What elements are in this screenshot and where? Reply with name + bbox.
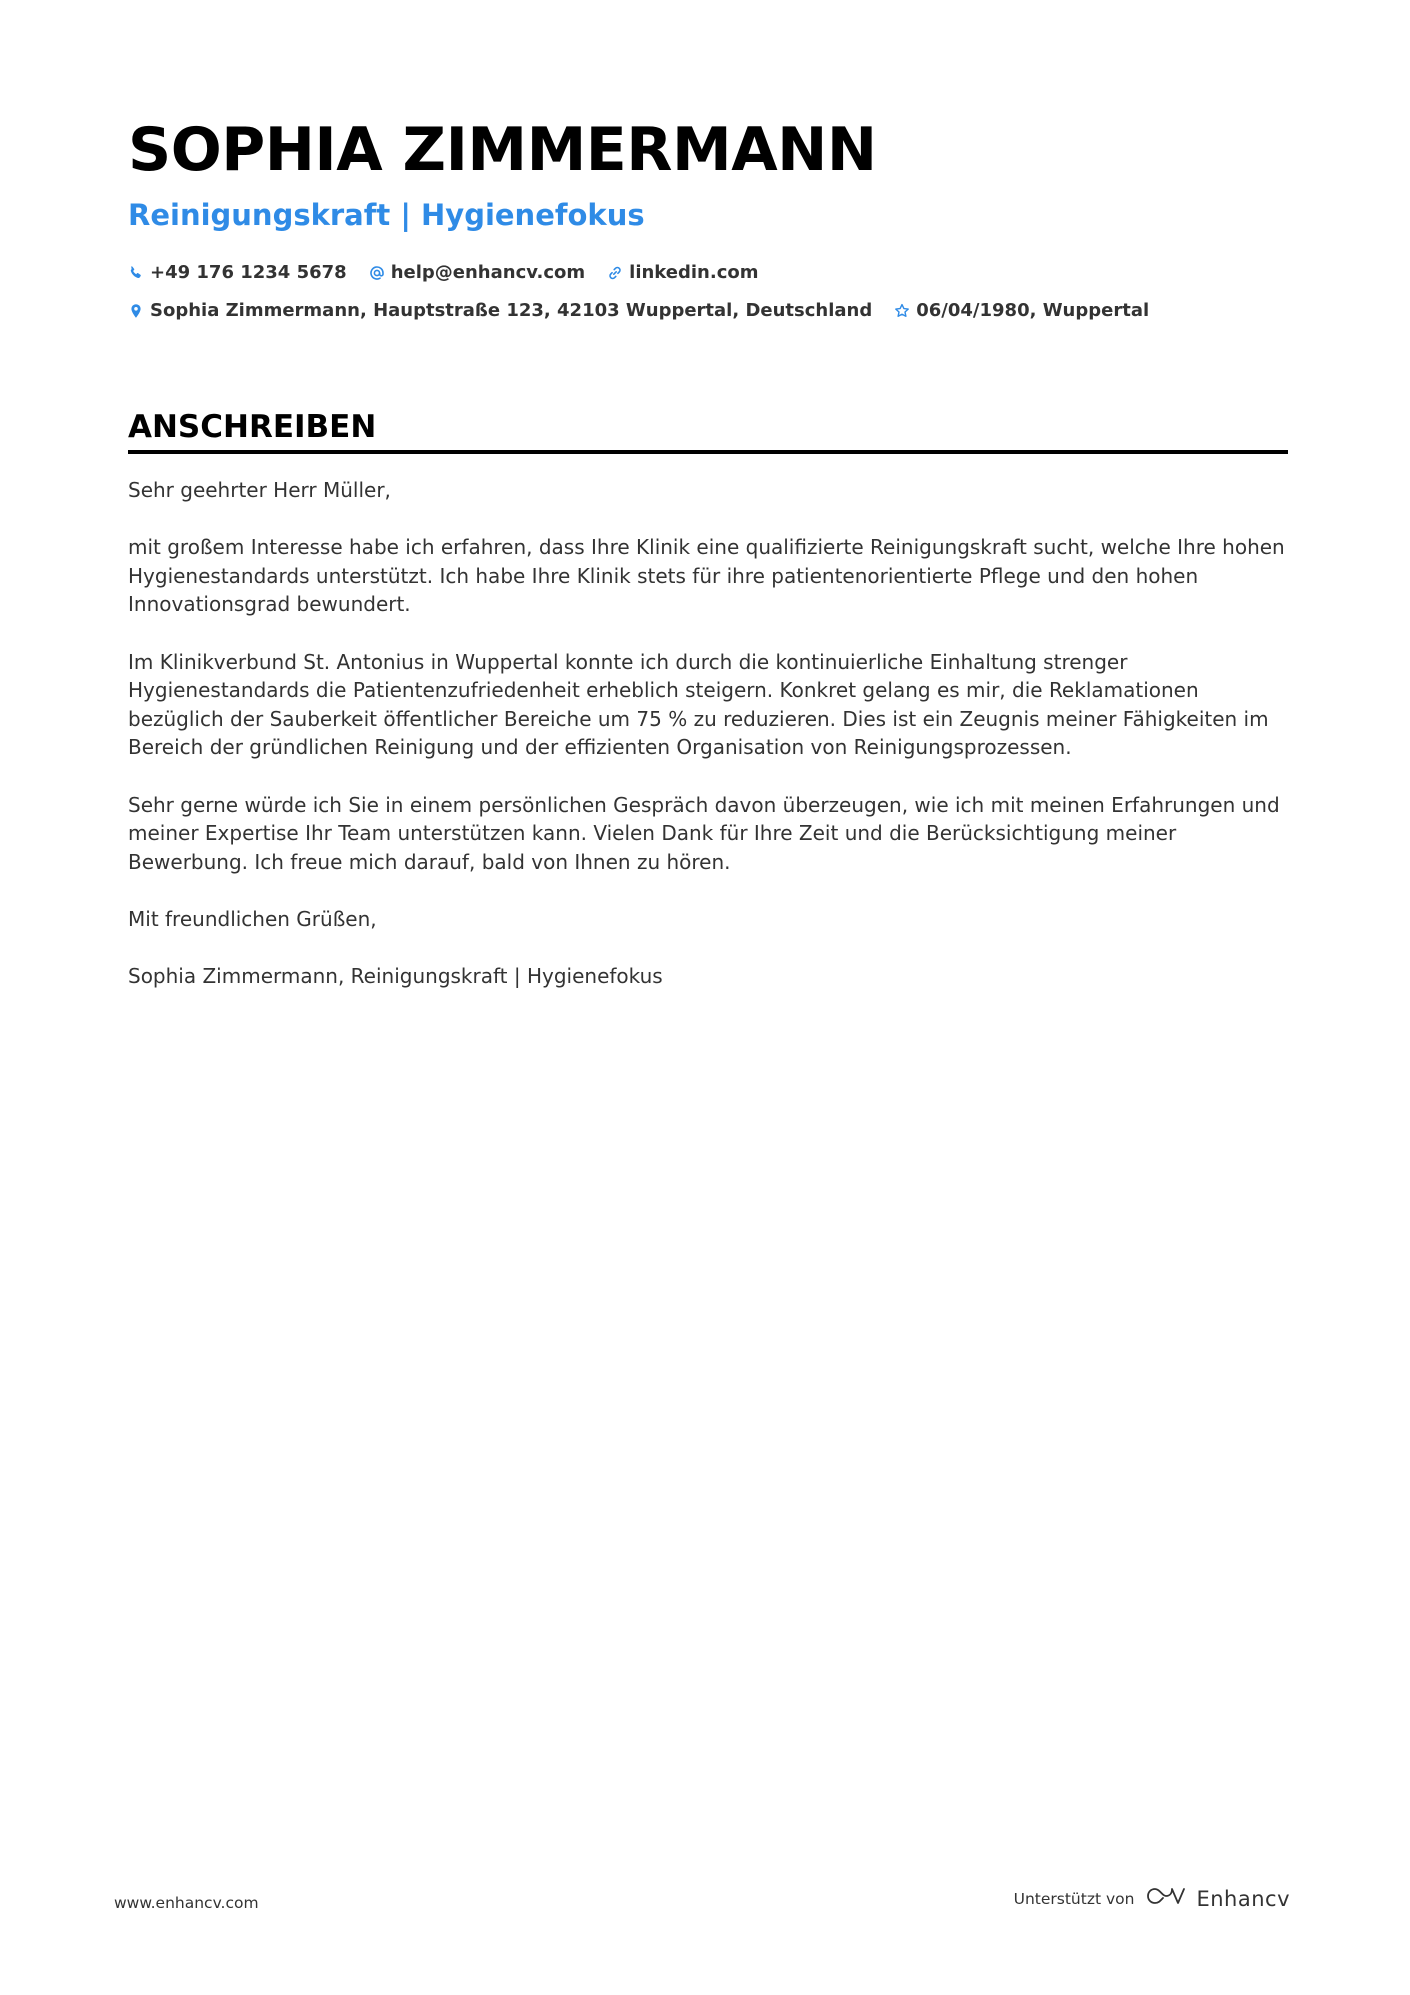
- contact-birth: [894, 298, 1149, 324]
- birth-value: 06/04/1980, Wuppertal: [916, 300, 1150, 321]
- cover-letter-section: [128, 408, 1288, 991]
- letter-signature: Sophia Zimmermann, Reinigungskraft | Hygienefokus: [128, 964, 663, 989]
- contact-address: [128, 298, 872, 324]
- letter-paragraph: Im Klinikverbund St. Antonius in Wuppertal konnte ich durch die kontinuierliche Einhaltung strenger Hygienestandards die Patientenzufriedenheit erheblich steigern. Konkret gelang es mir, die Reklamationen bezüglich der Sauberkeit öffentlicher Bereiche um 75 % zu reduzieren. Dies ist ein Zeugnis meiner Fähigkeiten im Bereich der gründlichen Reinigung und der effizienten Organisation von Reinigungsprozessen.: [128, 649, 1269, 760]
- section-title: ANSCHREIBEN: [128, 409, 377, 445]
- contact-row-primary: [128, 260, 1288, 286]
- linkedin-value[interactable]: linkedin.com: [629, 262, 759, 283]
- phone-icon: [128, 265, 144, 281]
- location-pin-icon: [128, 303, 144, 319]
- letter-body: [128, 476, 1288, 991]
- contact-email: [369, 260, 585, 286]
- brand-logo[interactable]: [1144, 1884, 1290, 1913]
- letter-closing: Mit freundlichen Grüßen,: [128, 906, 377, 931]
- contact-phone: [128, 260, 347, 286]
- footer-website[interactable]: www.enhancv.com: [114, 1894, 259, 1912]
- footer-branding: [1014, 1884, 1290, 1913]
- phone-value[interactable]: +49 176 1234 5678: [150, 262, 347, 283]
- email-value[interactable]: help@enhancv.com: [390, 262, 586, 283]
- link-icon: [607, 265, 623, 281]
- contact-row-secondary: [128, 298, 1288, 324]
- applicant-name: SOPHIA ZIMMERMANN: [128, 115, 877, 185]
- letter-paragraph: mit großem Interesse habe ich erfahren, dass Ihre Klinik eine qualifizierte Reinigungskraft sucht, welche Ihre hohen Hygienestandards unterstützt. Ich habe Ihre Klinik stets für ihre patientenorientierte Pflege und den hohen Innovationsgrad bewundert.: [128, 535, 1285, 617]
- powered-by-label: Unterstützt von: [1013, 1889, 1135, 1908]
- contact-linkedin: [607, 260, 758, 286]
- address-value: Sophia Zimmermann, Hauptstraße 123, 42103 Wuppertal, Deutschland: [150, 300, 873, 321]
- section-divider: [128, 450, 1288, 454]
- star-icon: [894, 303, 910, 319]
- applicant-title: Reinigungskraft | Hygienefokus: [128, 198, 645, 232]
- brand-name: Enhancv: [1196, 1886, 1290, 1911]
- letter-salutation: Sehr geehrter Herr Müller,: [128, 478, 391, 502]
- letter-paragraph: Sehr gerne würde ich Sie in einem persönlichen Gespräch davon überzeugen, wie ich mit meinen Erfahrungen und meiner Expertise Ihr Team unterstützen kann. Vielen Dank für Ihre Zeit und die Berücksichtigung meiner Bewerbung. Ich freue mich darauf, bald von Ihnen zu hören.: [128, 792, 1280, 874]
- cover-letter-page: [128, 108, 1288, 1019]
- enhancv-logo-icon: [1144, 1884, 1188, 1913]
- at-icon: [369, 265, 385, 281]
